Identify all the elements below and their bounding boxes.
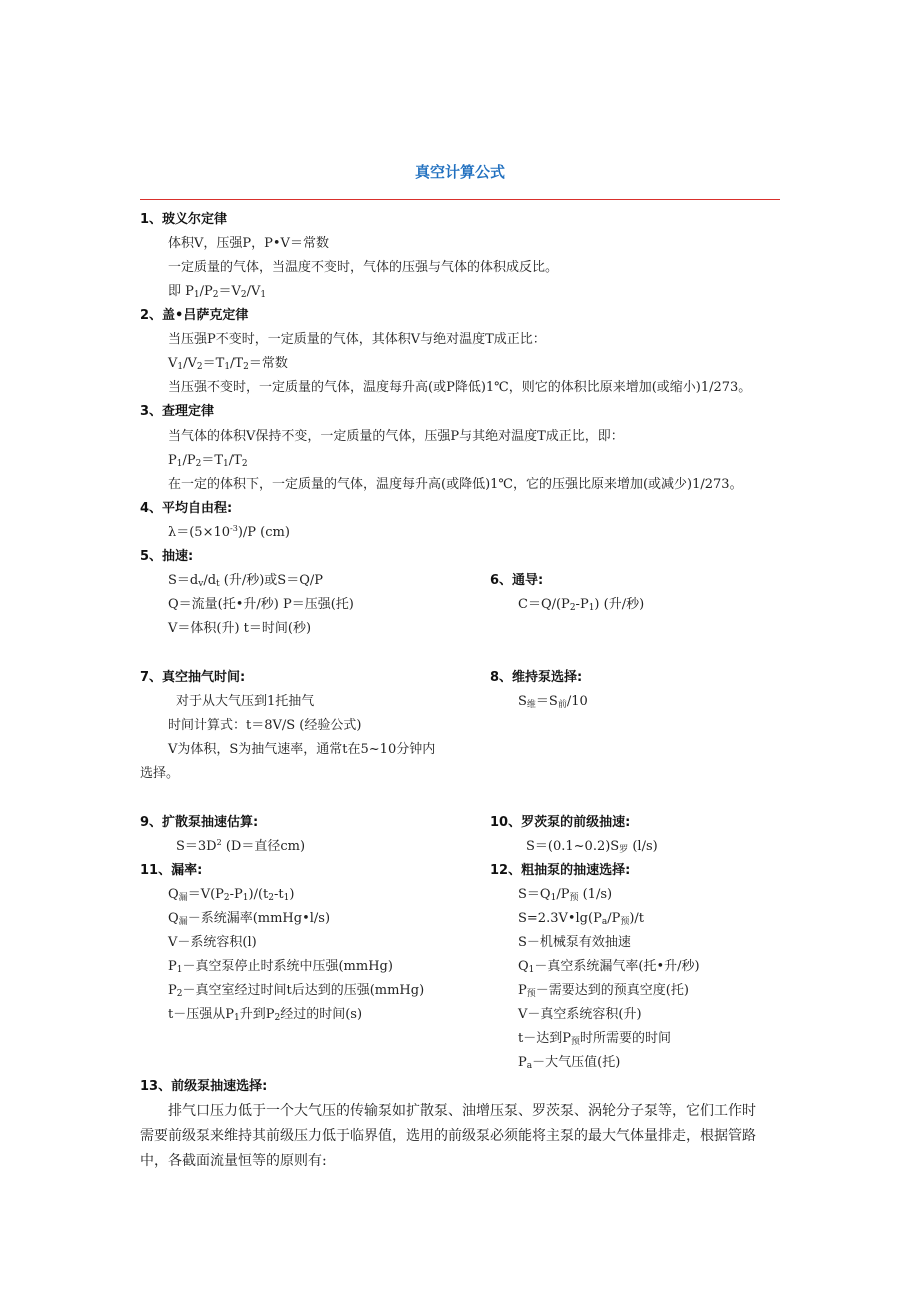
section-9-heading: 9、扩散泵抽速估算: — [140, 815, 259, 830]
s12-line-6: V－真空系统容积(升) — [518, 1007, 642, 1022]
s12-line-4: $Q_1-$真空系统漏气率(托•升/秒) — [518, 959, 700, 975]
s1-line-2: 一定质量的气体，当温度不变时，气体的压强与气体的体积成反比。 — [168, 260, 559, 275]
s8-formula: $S_维=S_前/10$ — [518, 694, 588, 710]
s11-line-2: $Q_漏-$系统漏率(mmHg•l/s) — [168, 911, 331, 927]
section-8-heading: 8、维持泵选择: — [490, 670, 583, 685]
s12-line-5: $P_预-$需要达到的预真空度(托) — [518, 983, 689, 999]
s11-formula: $Q_漏=V(P_2-P_1)/(t_2-t_1)$ — [168, 887, 295, 903]
section-11-heading: 11、漏率: — [140, 863, 203, 878]
s7-line-4: 选择。 — [140, 766, 180, 781]
section-1-heading: 1、玻义尔定律 — [140, 212, 228, 227]
title-divider — [140, 199, 780, 200]
s12-formula-1: $S=Q_1/P_预$ (1/s) — [518, 887, 613, 903]
s2-line-1: 当压强P不变时，一定质量的气体，其体积V与绝对温度T成正比： — [168, 332, 546, 347]
s7-line-1: 对于从大气压到1托抽气 — [176, 694, 315, 709]
s3-line-3: 在一定的体积下，一定质量的气体，温度每升高(或降低)1℃，它的压强比原来增加(或减少)1/273。 — [168, 477, 743, 492]
page-title: 真空计算公式 — [414, 163, 505, 181]
section-7-heading: 7、真空抽气时间: — [140, 670, 246, 685]
section-6-heading: 6、通导: — [490, 573, 544, 588]
s1-line-1: 体积V，压强P，P•V＝常数 — [168, 236, 329, 251]
s12-line-3: S－机械泵有效抽速 — [518, 935, 631, 950]
s11-line-6: t－压强从$P_1$升到$P_2$经过的时间(s) — [168, 1007, 363, 1023]
section-12-heading: 12、粗抽泵的抽速选择: — [490, 863, 631, 878]
s5-formula: $S=d_v/d_t$ (升/秒)或S＝Q/P — [168, 573, 324, 589]
s6-formula: $C=Q/(P_2-P_1)$ (升/秒) — [518, 597, 645, 613]
s2-line-3: 当压强不变时，一定质量的气体，温度每升高(或P降低)1℃，则它的体积比原来增加(或缩小)1/273。 — [168, 380, 752, 395]
s5-line-3: V＝体积(升) t＝时间(秒) — [168, 621, 312, 636]
s4-formula: $\lambda=(5\times 10^{-3})/P$ (cm) — [168, 524, 290, 540]
s5-line-2: Q＝流量(托•升/秒) P＝压强(托) — [168, 597, 354, 612]
s12-line-7: t－达到$P_预$时所需要的时间 — [518, 1031, 672, 1047]
s11-line-4: $P_1-$真空泵停止时系统中压强(mmHg) — [168, 959, 393, 975]
s1-formula: 即 $P_1/P_2=V_2/V_1$ — [168, 284, 267, 300]
s13-paragraph-line-2: 需要前级泵来维持其前级压力低于临界值，选用的前级泵必须能将主泵的最大气体量排走，根据管路 — [140, 1128, 756, 1144]
section-13-heading: 13、前级泵抽速选择: — [140, 1079, 268, 1094]
s13-paragraph-line-1: 排气口压力低于一个大气压的传输泵如扩散泵、油增压泵、罗茨泵、涡轮分子泵等，它们工作时 — [168, 1103, 756, 1119]
s12-formula-2: $S=2.3V•\lg(P_a/P_预)/t$ — [518, 911, 645, 927]
section-3-heading: 3、查理定律 — [140, 404, 215, 419]
section-5-heading: 5、抽速: — [140, 549, 194, 564]
s11-line-3: V－系统容积(l) — [168, 935, 257, 950]
s13-paragraph-line-3: 中，各截面流量恒等的原则有: — [140, 1153, 327, 1169]
s9-formula: $S=3D^2$ (D＝直径cm) — [176, 838, 306, 854]
s2-formula: $V_1/V_2=T_1/T_2=$常数 — [168, 356, 288, 372]
s3-formula: $P_1/P_2=T_1/T_2$ — [168, 453, 248, 469]
s12-line-8: $P_a-$大气压值(托) — [518, 1055, 621, 1071]
s7-line-3: V为体积，S为抽气速率，通常t在5~10分钟内 — [168, 742, 436, 757]
s7-line-2: 时间计算式：t＝8V/S (经验公式) — [168, 718, 362, 733]
s10-formula: $S=(0.1\sim 0.2)S_罗$ (l/s) — [526, 839, 658, 855]
section-2-heading: 2、盖•吕萨克定律 — [140, 308, 249, 323]
s3-line-1: 当气体的体积V保持不变，一定质量的气体，压强P与其绝对温度T成正比，即： — [168, 429, 624, 444]
s11-line-5: $P_2-$真空室经过时间t后达到的压强(mmHg) — [168, 983, 425, 999]
section-4-heading: 4、平均自由程: — [140, 501, 233, 516]
section-10-heading: 10、罗茨泵的前级抽速: — [490, 815, 631, 830]
